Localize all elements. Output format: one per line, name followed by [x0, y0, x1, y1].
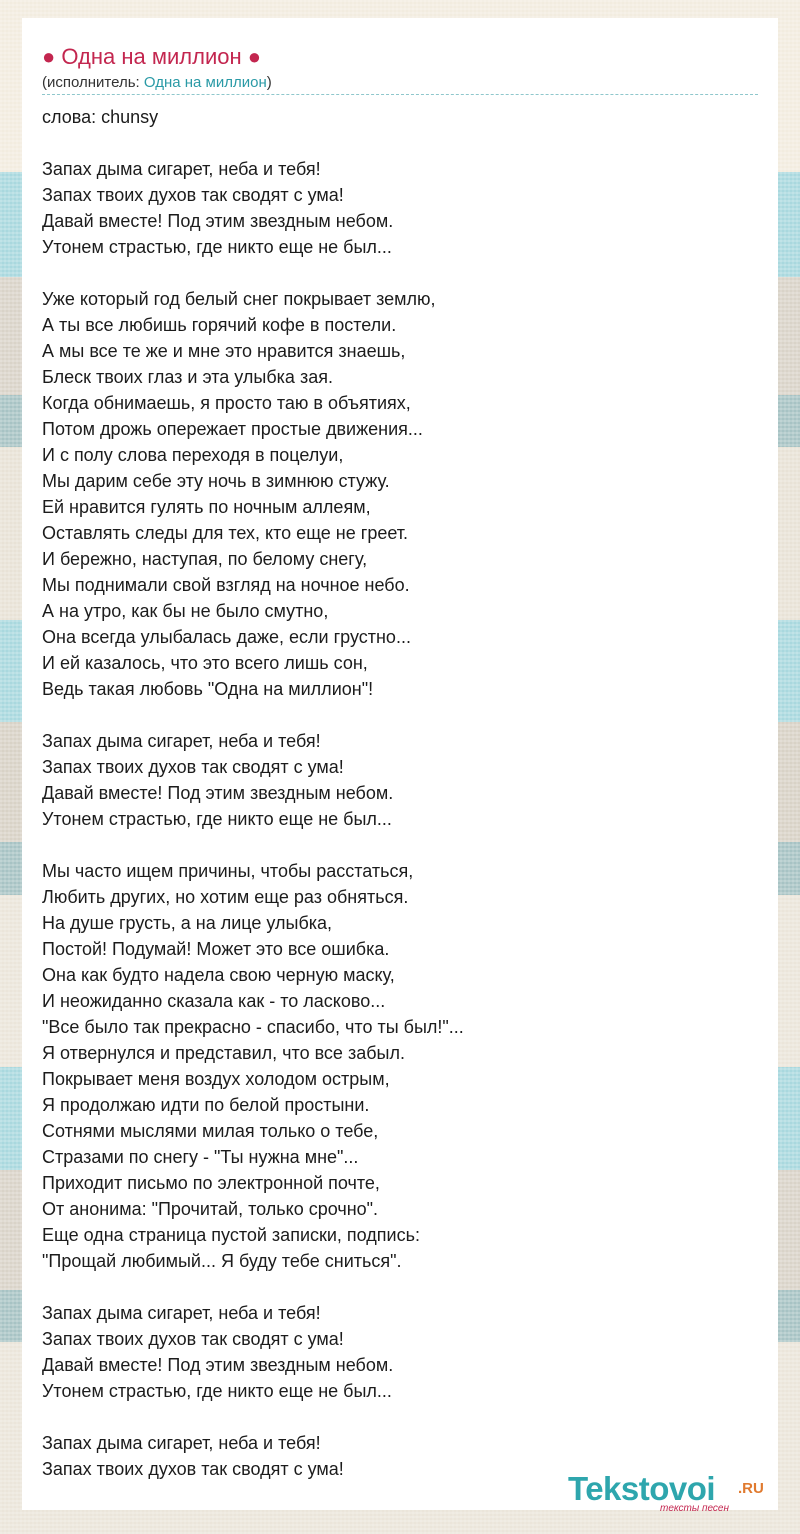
artist-link[interactable]: Одна на миллион [143, 74, 267, 91]
site-logo[interactable] [568, 1470, 778, 1514]
title-divider [42, 94, 758, 95]
artist-suffix: ) [266, 74, 272, 91]
logo-name: Tekstovoi [568, 1470, 716, 1507]
song-title: ● Одна на миллион ● [42, 44, 262, 69]
lyrics-card [22, 18, 778, 1510]
logo-tld: .RU [738, 1480, 764, 1497]
artist-prefix: (исполнитель: [42, 74, 144, 91]
artist-line [42, 74, 272, 91]
lyrics-text: слова: chunsy Запах дыма сигарет, неба и тебя! Запах твоих духов так сводят с ума! Давай вместе! Под этим звездным небом. Утонем страстью, где никто еще не был... Уже который год белый снег покрывает землю, А ты все любишь горячий кофе в постели. А мы все те же и мне это нравится знаешь, Блеск твоих глаз и эта улыбка зая. Когда обнимаешь, я просто таю в объятиях, Потом дрожь опережает простые движения... И с полу слова переходя в поцелуи, Мы дарим себе эту ночь в зимнюю стужу. Ей нравится гулять по ночным аллеям, Оставлять следы для тех, кто еще не греет. И бережно, наступая, по белому снегу, Мы поднимали свой взгляд на ночное небо. А на утро, как бы не было смутно, Она всегда улыбалась даже, если грустно... И ей казалось, что это всего лишь сон, Ведь такая любовь "Одна на миллион"! Запах дыма сигарет, неба и тебя! Запах твоих духов так сводят с ума! Давай вместе! Под этим звездным небом. Утонем страстью, где никто еще не был... Мы часто ищем причины, чтобы расстаться, Любить других, но хотим еще раз обняться. На душе грусть, а на лице улыбка, Постой! Подумай! Может это все ошибка. Она как будто надела свою черную маску, И неожиданно сказала как - то ласково... "Все было так прекрасно - спасибо, что ты был!"... Я отвернулся и представил, что все забыл. Покрывает меня воздух холодом острым, Я продолжаю идти по белой простыни. Сотнями мыслями милая только о тебе, Стразами по снегу - "Ты нужна мне"... Приходит письмо по электронной почте, От анонима: "Прочитай, только срочно". Еще одна страница пустой записки, подпись: "Прощай любимый... Я буду тебе сниться". Запах дыма сигарет, неба и тебя! Запах твоих духов так сводят с ума! Давай вместе! Под этим звездным небом. Утонем страстью, где никто еще не был... Запах дыма сигарет, неба и тебя! Запах твоих духов так сводят с ума! [42, 107, 464, 1479]
logo-tagline: тексты песен [660, 1503, 729, 1514]
